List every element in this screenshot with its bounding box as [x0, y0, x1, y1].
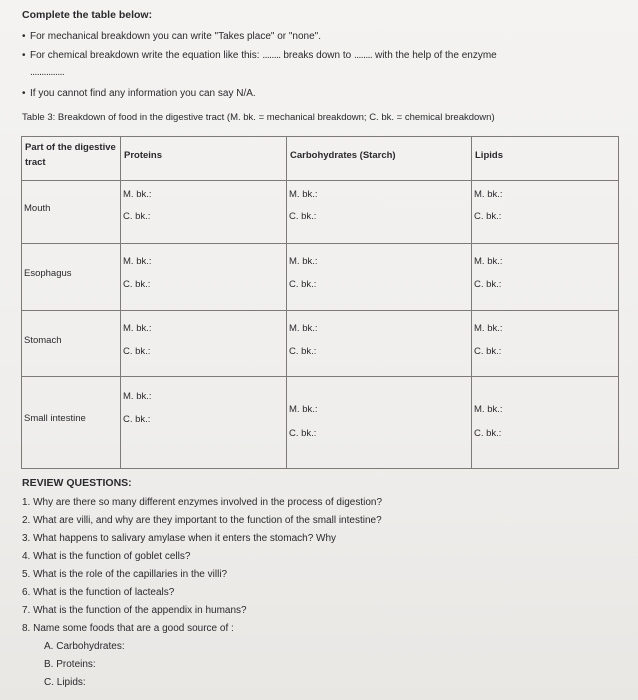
- table-row: [22, 181, 619, 244]
- chemical-text-part3: with the help of the enzyme: [374, 50, 497, 61]
- review-questions: [22, 474, 382, 692]
- review-question: 1. Why are there so many different enzymes involved in the process of digestion?: [22, 497, 383, 508]
- chemical-blank-2: ........: [353, 50, 373, 61]
- table-header-row: [22, 137, 619, 181]
- lipids-cell[interactable]: M. bk.: C. bk.:: [472, 311, 619, 377]
- carbs-cell[interactable]: M. bk.: C. bk.:: [287, 311, 472, 377]
- table-row: [22, 244, 619, 311]
- review-question: 6. What is the function of lacteals?: [22, 587, 175, 598]
- lipids-cell[interactable]: M. bk.: C. bk.:: [472, 244, 619, 311]
- lipids-cell[interactable]: M. bk.: C. bk.:: [472, 181, 619, 244]
- row-part-cell: [22, 244, 121, 311]
- chemical-text-part2: breaks down to: [283, 50, 352, 61]
- table-caption: Table 3: Breakdown of food in the digestive tract (M. bk. = mechanical breakdown; C. bk. = chemical breakdown): [22, 112, 495, 123]
- row-part-cell: [22, 377, 121, 469]
- row-part-label: Esophagus: [24, 268, 72, 279]
- proteins-cell[interactable]: M. bk.: C. bk.:: [121, 244, 287, 311]
- row-part-label: Stomach: [24, 335, 62, 346]
- review-question: 3. What happens to salivary amylase when it enters the stomach? Why: [22, 533, 337, 544]
- review-sub-item: A. Carbohydrates:: [44, 641, 125, 652]
- proteins-cell[interactable]: M. bk.: C. bk.:: [121, 377, 287, 469]
- lipids-cell[interactable]: M. bk.: C. bk.:: [472, 377, 619, 469]
- digestion-table: [21, 136, 619, 469]
- review-question: 4. What is the function of goblet cells?: [22, 551, 191, 562]
- proteins-cell[interactable]: M. bk.: C. bk.:: [121, 181, 287, 244]
- instruction-bullet-chemical: [30, 50, 497, 61]
- table-row: [22, 311, 619, 377]
- header-proteins: Proteins: [121, 137, 287, 181]
- carbs-cell[interactable]: M. bk.: C. bk.:: [287, 377, 472, 469]
- instruction-bullet-mechanical: • For mechanical breakdown you can write "Takes place" or "none".: [30, 31, 321, 42]
- header-part: Part of the digestive tract: [22, 137, 121, 181]
- header-carbohydrates: Carbohydrates (Starch): [287, 137, 472, 181]
- chemical-blank-1: ........: [262, 50, 281, 61]
- review-question: 5. What is the role of the capillaries in the villi?: [22, 569, 228, 580]
- table-row: [22, 377, 619, 469]
- review-sub-item: B. Proteins:: [44, 659, 96, 670]
- review-question: 2. What are villi, and why are they important to the function of the small intestine?: [22, 515, 382, 526]
- carbs-cell[interactable]: M. bk.: C. bk.:: [287, 181, 472, 244]
- chemical-blank-3: ...............: [30, 67, 65, 78]
- header-lipids: Lipids: [472, 137, 619, 181]
- chemical-text-part1: For chemical breakdown write the equation like this:: [30, 50, 260, 61]
- review-question: 7. What is the function of the appendix in humans?: [22, 605, 247, 616]
- carbs-cell[interactable]: M. bk.: C. bk.:: [287, 244, 472, 311]
- review-sub-item: C. Lipids:: [44, 677, 86, 688]
- review-question: 8. Name some foods that are a good source of :: [22, 623, 234, 634]
- row-part-label: Small intestine: [24, 413, 86, 424]
- review-title: REVIEW QUESTIONS:: [22, 477, 132, 489]
- instructions-title: Complete the table below:: [22, 9, 153, 21]
- row-part-cell: [22, 181, 121, 244]
- row-part-cell: [22, 311, 121, 377]
- instruction-bullet-na: • If you cannot find any information you can say N/A.: [30, 88, 256, 99]
- row-part-label: Mouth: [24, 203, 51, 214]
- proteins-cell[interactable]: M. bk.: C. bk.:: [121, 311, 287, 377]
